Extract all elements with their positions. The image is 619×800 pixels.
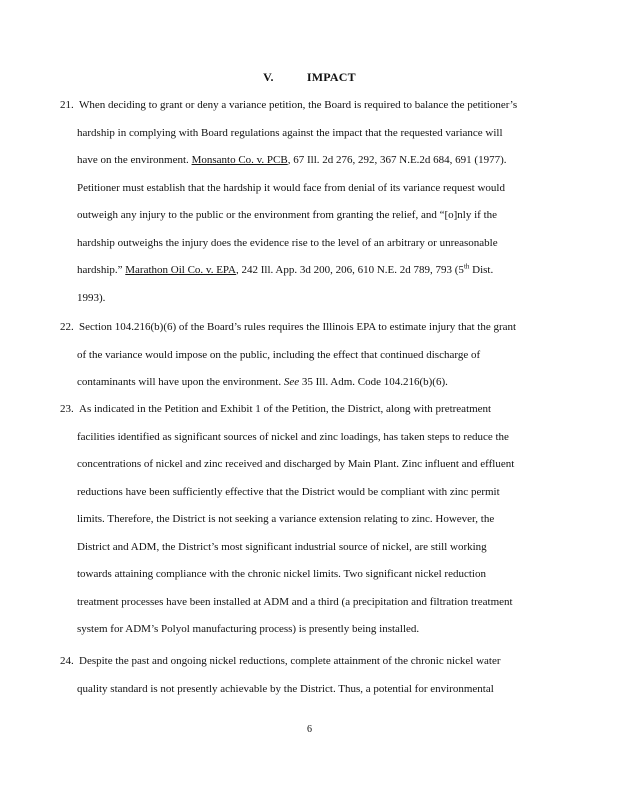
paragraph-line bbox=[79, 402, 491, 416]
text-run: When deciding to grant or deny a variance petition, the Board is required to balance the petitioner’s bbox=[79, 99, 518, 111]
text-run: towards attaining compliance with the chronic nickel limits. Two significant nickel reduction bbox=[77, 568, 486, 580]
text-run: contaminants will have upon the environment. bbox=[77, 376, 284, 388]
paragraph-line bbox=[79, 654, 501, 668]
section-title: IMPACT bbox=[306, 70, 356, 84]
text-run: 35 Ill. Adm. Code 104.216(b)(6). bbox=[299, 376, 448, 388]
text-run: reductions have been sufficiently effective that the District would be compliant with zinc permit bbox=[77, 485, 500, 498]
text-run: have on the environment. bbox=[77, 154, 192, 166]
section-heading bbox=[0, 70, 619, 85]
paragraph-line bbox=[77, 153, 507, 167]
text-run: outweigh any injury to the public or the environment from granting the relief, and “[o]nly if the bbox=[77, 209, 498, 221]
text-run: quality standard is not presently achievable by the District. Thus, a potential for environmental bbox=[77, 682, 494, 695]
paragraph-line bbox=[77, 291, 105, 305]
text-run: limits. Therefore, the District is not seeking a variance extension relating to zinc. However, the bbox=[77, 513, 495, 525]
paragraph-line bbox=[77, 485, 500, 499]
text-run: facilities identified as significant sources of nickel and zinc loadings, has taken steps to reduce the bbox=[77, 430, 509, 443]
paragraph-line bbox=[77, 567, 486, 581]
text-run: See bbox=[283, 376, 300, 388]
text-run: Despite the past and ongoing nickel reductions, complete attainment of the chronic nickel water bbox=[79, 655, 501, 667]
paragraph-line bbox=[77, 126, 503, 140]
paragraph-line bbox=[79, 98, 517, 112]
text-run: Petitioner must establish that the hardship it would face from denial of its variance request would bbox=[77, 181, 505, 194]
paragraph-number: 24. bbox=[60, 655, 74, 667]
case-citation: Marathon Oil Co. v. EPA bbox=[125, 264, 236, 276]
text-run: of the variance would impose on the public, including the effect that continued discharge of bbox=[77, 348, 481, 361]
paragraph-line bbox=[77, 540, 487, 554]
text-run: hardship in complying with Board regulations against the impact that the requested variance will bbox=[77, 126, 503, 139]
paragraph-line bbox=[77, 236, 498, 250]
text-run: Section 104.216(b)(6) of the Board’s rules requires the Illinois EPA to estimate injury that the grant bbox=[79, 321, 517, 333]
text-run: concentrations of nickel and zinc received and discharged by Main Plant. Zinc influent and effluent bbox=[77, 458, 515, 470]
paragraph-number: 23. bbox=[60, 403, 74, 415]
paragraph-number: 21. bbox=[60, 99, 74, 111]
paragraph-line bbox=[77, 512, 494, 526]
paragraph-number: 22. bbox=[60, 321, 74, 333]
paragraph-line bbox=[77, 375, 448, 389]
text-run: hardship outweighs the injury does the evidence rise to the level of an arbitrary or unreasonable bbox=[77, 236, 498, 249]
text-run: Dist. bbox=[469, 264, 494, 276]
text-run: As indicated in the Petition and Exhibit 1 of the Petition, the District, along with pretreatment bbox=[79, 403, 492, 415]
section-number: V. bbox=[263, 70, 274, 84]
text-run: District and ADM, the District’s most significant industrial source of nickel, are still working bbox=[77, 540, 487, 553]
text-run: system for ADM’s Polyol manufacturing process) is presently being installed. bbox=[77, 623, 420, 635]
paragraph-line bbox=[77, 430, 509, 444]
paragraph-line bbox=[77, 622, 419, 636]
paragraph-line bbox=[77, 682, 494, 696]
paragraph-line bbox=[77, 595, 513, 609]
paragraph-line bbox=[77, 263, 493, 277]
page-number: 6 bbox=[307, 724, 312, 735]
paragraph-line bbox=[79, 320, 516, 334]
text-run: th bbox=[463, 262, 470, 271]
text-run: treatment processes have been installed at ADM and a third (a precipitation and filtration treatment bbox=[77, 595, 513, 608]
text-run: , 242 Ill. App. 3d 200, 206, 610 N.E. 2d 789, 793 (5 bbox=[235, 264, 464, 276]
paragraph-line bbox=[77, 208, 497, 222]
case-citation: Monsanto Co. v. PCB bbox=[191, 154, 288, 166]
text-run: 1993). bbox=[77, 291, 106, 304]
text-run: hardship.” bbox=[77, 264, 126, 276]
paragraph-line bbox=[77, 181, 505, 195]
paragraph-line bbox=[77, 457, 514, 471]
paragraph-line bbox=[77, 348, 480, 362]
text-run: , 67 Ill. 2d 276, 292, 367 N.E.2d 684, 691 (1977). bbox=[287, 154, 507, 166]
